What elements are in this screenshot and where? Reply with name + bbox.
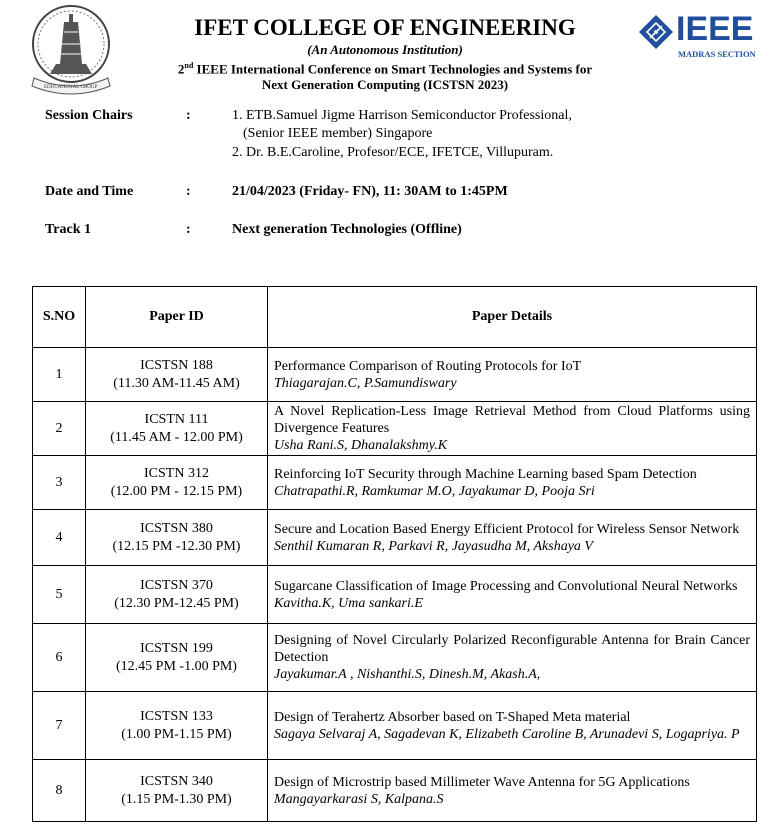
table-row (33, 348, 757, 402)
ieee-section: MADRAS SECTION (678, 49, 756, 59)
paper-title: Sugarcane Classification of Image Processing and Convolutional Neural Networks (274, 578, 738, 594)
paper-details-cell (268, 692, 757, 760)
paper-time: (12.45 PM -1.00 PM) (116, 658, 237, 674)
paper-id-cell (86, 692, 268, 760)
colon: : (186, 222, 191, 237)
paper-schedule-table (32, 286, 757, 822)
paper-id: ICSTSN 133 (140, 708, 213, 724)
paper-title: Designing of Novel Circularly Polarized Reconfigurable Antenna for Brain Cancer Detection (274, 633, 750, 665)
institution-subtitle: (An Autonomous Institution) (307, 42, 463, 57)
college-name: IFET COLLEGE OF ENGINEERING (194, 15, 576, 40)
college-logo (26, 2, 116, 98)
table-row (33, 624, 757, 692)
svg-text:EDUCATIONAL GROUP (44, 85, 98, 90)
date-time-value: 21/04/2023 (Friday- FN), 11: 30AM to 1:45PM (232, 184, 508, 199)
paper-details-cell (268, 348, 757, 402)
chair2: 2. Dr. B.E.Caroline, Profesor/ECE, IFETCE, Villupuram. (232, 145, 554, 160)
paper-id: ICSTN 111 (144, 411, 209, 427)
sno-cell: 2 (33, 402, 86, 456)
paper-details-cell (268, 566, 757, 624)
ieee-wordmark: IEEE (676, 10, 754, 48)
paper-id-cell (86, 402, 268, 456)
table-header-row (33, 287, 757, 348)
table-row (33, 510, 757, 566)
document-header (130, 14, 640, 93)
track-value: Next generation Technologies (Offline) (232, 222, 462, 237)
paper-authors: Kavitha.K, Uma sankari.E (274, 595, 423, 611)
paper-id-cell (86, 760, 268, 822)
paper-id: ICSTSN 188 (140, 357, 213, 373)
paper-time: (1.00 PM-1.15 PM) (121, 726, 232, 742)
session-chairs-label: Session Chairs (45, 108, 133, 123)
table-row (33, 692, 757, 760)
paper-authors: Thiagarajan.C, P.Samundiswary (274, 375, 457, 391)
paper-time: (12.30 PM-12.45 PM) (114, 595, 239, 611)
paper-title: Reinforcing IoT Security through Machine Learning based Spam Detection (274, 466, 697, 482)
ieee-diamond-icon (638, 14, 674, 50)
paper-time: (11.45 AM - 12.00 PM) (110, 429, 243, 445)
column-header-paper-details: Paper Details (268, 287, 757, 348)
paper-id-cell (86, 624, 268, 692)
paper-id-cell (86, 456, 268, 510)
paper-title: Performance Comparison of Routing Protocols for IoT (274, 358, 582, 374)
conference-title-line1 (130, 58, 640, 77)
paper-title: Design of Microstrip based Millimeter Wave Antenna for 5G Applications (274, 774, 690, 790)
chair1-line2: (Senior IEEE member) Singapore (243, 126, 433, 141)
paper-id: ICSTSN 370 (140, 577, 213, 593)
paper-authors: Senthil Kumaran R, Parkavi R, Jayasudha M, Akshaya V (274, 538, 593, 554)
paper-time: (1.15 PM-1.30 PM) (121, 791, 232, 807)
chair1-line1: 1. ETB.Samuel Jigme Harrison Semiconductor Professional, (232, 108, 572, 123)
conference-sup: nd (184, 61, 194, 70)
ribbon-left-text: EDUCATIONAL (44, 85, 81, 90)
conference-title-line2: Next Generation Computing (ICSTSN 2023) (261, 77, 509, 93)
paper-authors: Usha Rani.S, Dhanalakshmy.K (274, 438, 448, 453)
date-time-label: Date and Time (45, 184, 134, 199)
colon: : (186, 108, 191, 123)
paper-authors: Jayakumar.A , Nishanthi.S, Dinesh.M, Akash.A, (274, 667, 541, 682)
sno-cell: 3 (33, 456, 86, 510)
paper-id-cell (86, 348, 268, 402)
paper-title: A Novel Replication-Less Image Retrieval Method from Cloud Platforms using Divergence Features (274, 404, 750, 436)
paper-id: ICSTSN 380 (140, 520, 213, 536)
table-body (33, 348, 757, 822)
paper-details-cell (268, 402, 757, 456)
paper-details-cell (268, 624, 757, 692)
ribbon-right-text: GROUP (80, 85, 98, 90)
paper-details-cell (268, 510, 757, 566)
paper-time: (12.15 PM -12.30 PM) (112, 538, 241, 554)
paper-title: Design of Terahertz Absorber based on T-Shaped Meta material (274, 709, 631, 725)
paper-time: (11.30 AM-11.45 AM) (113, 375, 240, 391)
paper-authors: Sagaya Selvaraj A, Sagadevan K, Elizabeth Caroline B, Arunadevi S, Logapriya. P (274, 726, 740, 742)
column-header-sno: S.NO (33, 287, 86, 348)
paper-id-cell (86, 566, 268, 624)
column-header-paper-id: Paper ID (86, 287, 268, 348)
table-row (33, 456, 757, 510)
sno-cell: 1 (33, 348, 86, 402)
sno-cell: 5 (33, 566, 86, 624)
paper-details-cell (268, 760, 757, 822)
conference-prefix: 2 (177, 61, 185, 77)
paper-id: ICSTN 312 (144, 465, 209, 481)
track-label: Track 1 (45, 222, 92, 237)
paper-title: Secure and Location Based Energy Efficient Protocol for Wireless Sensor Network (274, 521, 740, 537)
table-row (33, 402, 757, 456)
table-row (33, 760, 757, 822)
paper-id-cell (86, 510, 268, 566)
conference-line1: IEEE International Conference on Smart Technologies and Systems for (193, 61, 593, 77)
paper-details-cell (268, 456, 757, 510)
sno-cell: 6 (33, 624, 86, 692)
table-row (33, 566, 757, 624)
paper-time: (12.00 PM - 12.15 PM) (110, 483, 243, 499)
sno-cell: 7 (33, 692, 86, 760)
paper-authors: Chatrapathi.R, Ramkumar M.O, Jayakumar D, Pooja Sri (274, 483, 595, 499)
sno-cell: 8 (33, 760, 86, 822)
paper-id: ICSTSN 340 (140, 773, 213, 789)
sno-cell: 4 (33, 510, 86, 566)
paper-id: ICSTSN 199 (140, 640, 213, 656)
paper-authors: Mangayarkarasi S, Kalpana.S (274, 791, 444, 807)
colon: : (186, 184, 191, 199)
ieee-logo (638, 10, 760, 60)
